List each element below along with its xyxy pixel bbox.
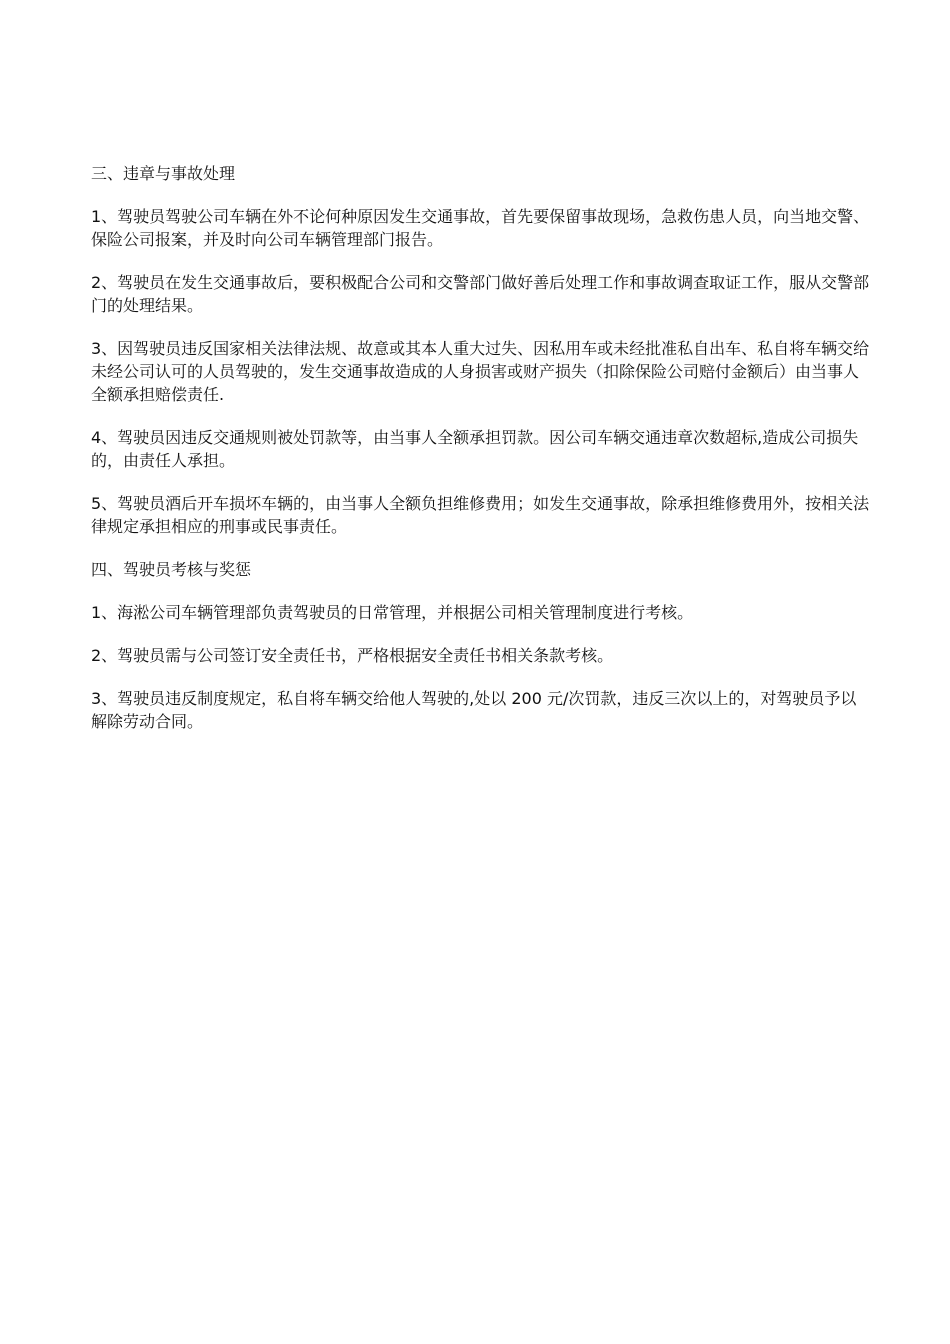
section-4-paragraph-1: 1、海淞公司车辆管理部负责驾驶员的日常管理，并根据公司相关管理制度进行考核。 bbox=[91, 603, 694, 622]
section-3-paragraph-3: 3、因驾驶员违反国家相关法律法规、故意或其本人重大过失、因私用车或未经批准私自出车、私自将车辆交给未经公司认可的人员驾驶的，发生交通事故造成的人身损害或财产损失（扣除保险公司赔付金额后）由当事人全额承担赔偿责任. bbox=[91, 339, 870, 404]
section-3-paragraph-1: 1、驾驶员驾驶公司车辆在外不论何种原因发生交通事故，首先要保留事故现场，急救伤患人员，向当地交警、保险公司报案，并及时向公司车辆管理部门报告。 bbox=[91, 207, 870, 249]
section-3-heading: 三、违章与事故处理 bbox=[91, 164, 236, 183]
section-4-paragraph-3: 3、驾驶员违反制度规定，私自将车辆交给他人驾驶的,处以 200 元/次罚款，违反三次以上的，对驾驶员予以解除劳动合同。 bbox=[91, 689, 857, 731]
section-4-heading: 四、驾驶员考核与奖惩 bbox=[91, 560, 252, 579]
section-3-paragraph-2: 2、驾驶员在发生交通事故后，要积极配合公司和交警部门做好善后处理工作和事故调查取证工作，服从交警部门的处理结果。 bbox=[91, 273, 870, 315]
document-page bbox=[91, 162, 871, 753]
section-4-paragraph-2: 2、驾驶员需与公司签订安全责任书，严格根据安全责任书相关条款考核。 bbox=[91, 646, 614, 665]
section-3-paragraph-4: 4、驾驶员因违反交通规则被处罚款等，由当事人全额承担罚款。因公司车辆交通违章次数超标,造成公司损失的，由责任人承担。 bbox=[91, 428, 859, 470]
section-3-paragraph-5: 5、驾驶员酒后开车损坏车辆的，由当事人全额负担维修费用；如发生交通事故，除承担维修费用外，按相关法律规定承担相应的刑事或民事责任。 bbox=[91, 494, 870, 536]
